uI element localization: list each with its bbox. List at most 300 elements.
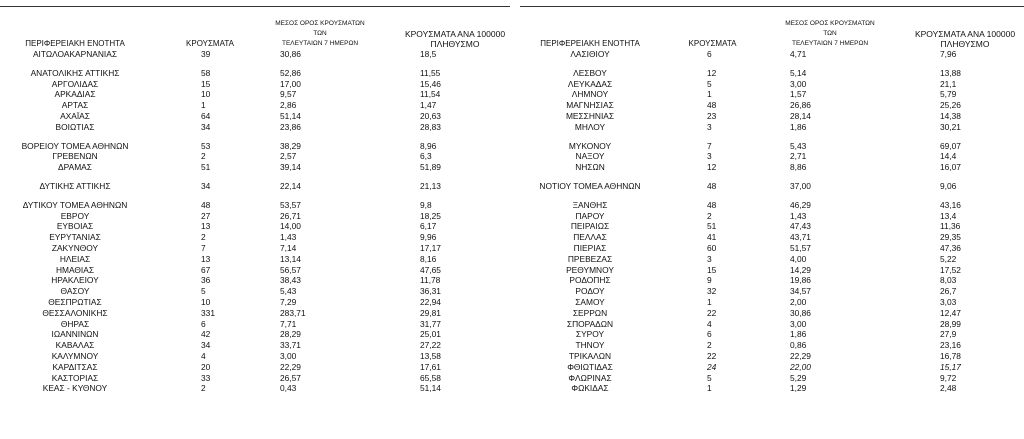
region-cell: ΛΕΥΚΑΔΑΣ	[567, 78, 613, 89]
per-100000-cell: 9,8	[420, 199, 432, 210]
table-row	[0, 211, 510, 222]
avg-cell: 28,14	[790, 110, 811, 121]
region-cell: ΑΡΓΟΛΙΔΑΣ	[51, 78, 99, 89]
region-cell: ΣΑΜΟΥ	[575, 296, 605, 307]
table-row	[0, 141, 510, 152]
spacer-row	[520, 60, 1024, 68]
cases-cell: 41	[707, 232, 717, 243]
region-cell: ΠΑΡΟΥ	[575, 210, 605, 221]
table-row	[520, 243, 1024, 254]
avg-cell: 51,57	[790, 242, 811, 253]
avg-cell: 30,86	[280, 49, 301, 59]
per-100000-cell: 25,01	[420, 329, 441, 340]
cases-cell: 53	[201, 140, 211, 151]
region-cell: ΜΥΚΟΝΟΥ	[568, 140, 612, 151]
avg-cell: 1,43	[280, 232, 297, 243]
table-row	[520, 373, 1024, 384]
cases-cell: 27	[201, 210, 211, 221]
avg-cell: 5,29	[790, 372, 807, 383]
avg-cell: 4,71	[790, 49, 807, 59]
avg-cell: 17,00	[280, 78, 301, 89]
avg-cell: 0,86	[790, 340, 807, 351]
table-row	[520, 89, 1024, 100]
table-row	[520, 211, 1024, 222]
region-cell: ΑΡΤΑΣ	[61, 100, 89, 111]
per-100000-cell: 51,14	[420, 383, 441, 394]
cases-cell: 10	[201, 89, 211, 100]
avg-cell: 28,29	[280, 329, 301, 340]
table-row	[520, 275, 1024, 286]
region-cell: ΠΕΛΛΑΣ	[573, 232, 607, 243]
region-cell: ΘΑΣΟΥ	[60, 286, 90, 297]
per-100000-cell: 8,96	[420, 140, 437, 151]
header-avg-7-days	[270, 19, 370, 49]
region-cell: ΠΡΕΒΕΖΑΣ	[567, 253, 613, 264]
right-table-header	[520, 6, 1024, 49]
spacer-row	[0, 192, 510, 200]
per-100000-cell: 28,83	[420, 121, 441, 132]
cases-cell: 15	[201, 78, 211, 89]
cases-cell: 7	[707, 140, 712, 151]
header-region: ΠΕΡΙΦΕΡΕΙΑΚΗ ΕΝΟΤΗΤΑ	[540, 39, 640, 48]
cases-cell: 51	[201, 162, 211, 173]
region-cell: ΛΕΣΒΟΥ	[573, 67, 607, 78]
per-100000-cell: 14,4	[940, 151, 957, 162]
cases-cell: 58	[201, 67, 211, 78]
table-row	[520, 329, 1024, 340]
per-100000-cell: 9,72	[940, 372, 957, 383]
region-cell: ΡΟΔΟΠΗΣ	[569, 275, 611, 286]
region-cell: ΕΥΒΟΙΑΣ	[56, 221, 94, 232]
table-row	[0, 221, 510, 232]
header-avg-line1: ΜΕΣΟΣ ΟΡΟΣ ΚΡΟΥΣΜΑΤΩΝ ΤΩΝ	[785, 20, 875, 37]
table-row	[520, 265, 1024, 276]
per-100000-cell: 36,31	[420, 286, 441, 297]
table-row	[0, 89, 510, 100]
table-row	[0, 275, 510, 286]
avg-cell: 14,29	[790, 264, 811, 275]
region-cell: ΜΗΛΟΥ	[574, 121, 606, 132]
left-table	[0, 6, 510, 394]
per-100000-cell: 15,17	[940, 361, 961, 372]
per-100000-cell: 11,55	[420, 67, 441, 78]
per-100000-cell: 51,89	[420, 162, 441, 173]
cases-cell: 6	[201, 318, 206, 329]
region-cell: ΡΟΔΟΥ	[575, 286, 605, 297]
table-row	[520, 319, 1024, 330]
cases-cell: 3	[707, 121, 712, 132]
avg-cell: 33,71	[280, 340, 301, 351]
table-row	[520, 111, 1024, 122]
per-100000-cell: 3,03	[940, 296, 957, 307]
cases-cell: 4	[201, 350, 206, 361]
per-100000-cell: 20,63	[420, 110, 441, 121]
cases-cell: 12	[707, 162, 717, 173]
per-100000-cell: 2,48	[940, 383, 957, 394]
per-100000-cell: 17,52	[940, 264, 961, 275]
table-row	[520, 232, 1024, 243]
per-100000-cell: 13,88	[940, 67, 961, 78]
cases-cell: 42	[201, 329, 211, 340]
per-100000-cell: 6,17	[420, 221, 437, 232]
cases-cell: 34	[201, 180, 211, 191]
avg-cell: 22,29	[280, 361, 301, 372]
region-cell: ΑΙΤΩΛΟΑΚΑΡΝΑΝΙΑΣ	[32, 49, 118, 59]
per-100000-cell: 43,16	[940, 199, 961, 210]
per-100000-cell: 9,06	[940, 180, 957, 191]
table-row	[520, 151, 1024, 162]
cases-cell: 4	[707, 318, 712, 329]
region-cell: ΞΑΝΘΗΣ	[572, 199, 608, 210]
cases-cell: 331	[201, 307, 215, 318]
spacer-row	[0, 60, 510, 68]
header-avg-line2: ΤΕΛΕΥΤΑΙΩΝ 7 ΗΜΕΡΩΝ	[791, 40, 869, 47]
region-cell: ΚΑΡΔΙΤΣΑΣ	[52, 361, 98, 372]
table-row	[0, 181, 510, 192]
avg-cell: 2,71	[790, 151, 807, 162]
per-100000-cell: 47,36	[940, 242, 961, 253]
region-cell: ΝΑΞΟΥ	[575, 151, 605, 162]
avg-cell: 22,00	[790, 361, 811, 372]
region-cell: ΝΟΤΙΟΥ ΤΟΜΕΑ ΑΘΗΝΩΝ	[539, 180, 641, 191]
region-cell: ΒΟΙΩΤΙΑΣ	[55, 121, 95, 132]
region-cell: ΑΡΚΑΔΙΑΣ	[54, 89, 96, 100]
cases-cell: 34	[201, 121, 211, 132]
cases-cell: 1	[707, 383, 712, 394]
spacer-row	[520, 192, 1024, 200]
avg-cell: 26,71	[280, 210, 301, 221]
cases-cell: 9	[707, 275, 712, 286]
cases-cell: 22	[707, 350, 717, 361]
avg-cell: 52,86	[280, 67, 301, 78]
table-row	[0, 351, 510, 362]
region-cell: ΑΧΑΪΑΣ	[60, 110, 90, 121]
per-100000-cell: 28,99	[940, 318, 961, 329]
region-cell: ΚΑΣΤΟΡΙΑΣ	[51, 372, 99, 383]
table-row	[520, 254, 1024, 265]
spacer-row	[0, 133, 510, 141]
per-100000-cell: 21,1	[940, 78, 957, 89]
per-100000-cell: 11,54	[420, 89, 441, 100]
cases-cell: 39	[201, 49, 211, 59]
table-row	[520, 141, 1024, 152]
avg-cell: 53,57	[280, 199, 301, 210]
cases-cell: 60	[707, 242, 717, 253]
cases-cell: 6	[707, 49, 712, 59]
header-per-line1: ΚΡΟΥΣΜΑΤΑ ΑΝΑ 100000	[914, 29, 1016, 39]
table-row	[0, 162, 510, 173]
table-row	[0, 254, 510, 265]
header-per-line2: ΠΛΗΘΥΣΜΟ	[940, 39, 990, 49]
per-100000-cell: 9,96	[420, 232, 437, 243]
table-row	[0, 373, 510, 384]
avg-cell: 3,00	[790, 318, 807, 329]
right-table	[520, 6, 1024, 394]
per-100000-cell: 29,81	[420, 307, 441, 318]
avg-cell: 3,00	[280, 350, 297, 361]
right-table-rows	[520, 49, 1024, 394]
table-row	[0, 122, 510, 133]
cases-cell: 20	[201, 361, 211, 372]
table-row	[520, 221, 1024, 232]
table-row	[520, 100, 1024, 111]
cases-cell: 10	[201, 296, 211, 307]
region-cell: ΝΗΣΩΝ	[575, 162, 605, 173]
region-cell: ΔΥΤΙΚΗΣ ΑΤΤΙΚΗΣ	[39, 180, 111, 191]
region-cell: ΑΝΑΤΟΛΙΚΗΣ ΑΤΤΙΚΗΣ	[30, 67, 120, 78]
region-cell: ΣΠΟΡΑΔΩΝ	[566, 318, 614, 329]
avg-cell: 1,86	[790, 121, 807, 132]
avg-cell: 38,29	[280, 140, 301, 151]
table-row	[0, 265, 510, 276]
per-100000-cell: 69,07	[940, 140, 961, 151]
avg-cell: 37,00	[790, 180, 811, 191]
cases-cell: 22	[707, 307, 717, 318]
cases-cell: 1	[707, 296, 712, 307]
avg-cell: 23,86	[280, 121, 301, 132]
cases-cell: 5	[201, 286, 206, 297]
avg-cell: 2,86	[280, 100, 297, 111]
avg-cell: 4,00	[790, 253, 807, 264]
cases-cell: 36	[201, 275, 211, 286]
per-100000-cell: 1,47	[420, 100, 437, 111]
region-cell: ΒΟΡΕΙΟΥ ΤΟΜΕΑ ΑΘΗΝΩΝ	[21, 140, 129, 151]
per-100000-cell: 18,25	[420, 210, 441, 221]
avg-cell: 1,43	[790, 210, 807, 221]
cases-cell: 5	[707, 78, 712, 89]
per-100000-cell: 16,07	[940, 162, 961, 173]
region-cell: ΔΡΑΜΑΣ	[58, 162, 92, 173]
region-cell: ΕΒΡΟΥ	[60, 210, 90, 221]
per-100000-cell: 21,13	[420, 180, 441, 191]
table-row	[520, 122, 1024, 133]
avg-cell: 1,86	[790, 329, 807, 340]
avg-cell: 2,57	[280, 151, 297, 162]
per-100000-cell: 29,35	[940, 232, 961, 243]
avg-cell: 26,57	[280, 372, 301, 383]
header-per-line2: ΠΛΗΘΥΣΜΟ	[430, 39, 480, 49]
header-cases: ΚΡΟΥΣΜΑΤΑ	[186, 39, 234, 48]
per-100000-cell: 13,58	[420, 350, 441, 361]
avg-cell: 3,00	[790, 78, 807, 89]
avg-cell: 39,14	[280, 162, 301, 173]
avg-cell: 46,29	[790, 199, 811, 210]
cases-cell: 51	[707, 221, 717, 232]
cases-cell: 24	[707, 361, 717, 372]
spacer-row	[520, 173, 1024, 181]
per-100000-cell: 11,36	[940, 221, 961, 232]
cases-cell: 48	[201, 199, 211, 210]
header-avg-line1: ΜΕΣΟΣ ΟΡΟΣ ΚΡΟΥΣΜΑΤΩΝ ΤΩΝ	[275, 20, 365, 37]
region-cell: ΓΡΕΒΕΝΩΝ	[52, 151, 98, 162]
per-100000-cell: 47,65	[420, 264, 441, 275]
cases-cell: 1	[707, 89, 712, 100]
cases-cell: 1	[201, 100, 206, 111]
cases-cell: 48	[707, 199, 717, 210]
header-cases: ΚΡΟΥΣΜΑΤΑ	[688, 39, 737, 48]
cases-cell: 5	[707, 372, 712, 383]
table-row	[520, 362, 1024, 373]
table-row	[520, 308, 1024, 319]
avg-cell: 14,00	[280, 221, 301, 232]
header-avg-line2: ΤΕΛΕΥΤΑΙΩΝ 7 ΗΜΕΡΩΝ	[281, 40, 359, 47]
avg-cell: 2,00	[790, 296, 807, 307]
per-100000-cell: 31,77	[420, 318, 441, 329]
table-row	[0, 329, 510, 340]
avg-cell: 5,43	[790, 140, 807, 151]
per-100000-cell: 11,78	[420, 275, 441, 286]
per-100000-cell: 14,38	[940, 110, 961, 121]
table-row	[520, 79, 1024, 90]
table-row	[0, 243, 510, 254]
region-cell: ΛΗΜΝΟΥ	[571, 89, 609, 100]
table-row	[0, 362, 510, 373]
cases-cell: 33	[201, 372, 211, 383]
region-cell: ΣΕΡΡΩΝ	[572, 307, 608, 318]
per-100000-cell: 26,7	[940, 286, 957, 297]
avg-cell: 19,86	[790, 275, 811, 286]
table-row	[520, 181, 1024, 192]
avg-cell: 5,43	[280, 286, 297, 297]
avg-cell: 56,57	[280, 264, 301, 275]
cases-cell: 2	[707, 210, 712, 221]
region-cell: ΛΑΣΙΘΙΟΥ	[570, 49, 610, 59]
region-cell: ΦΩΚΙΔΑΣ	[571, 383, 609, 394]
per-100000-cell: 6,3	[420, 151, 432, 162]
table-row	[0, 383, 510, 394]
per-100000-cell: 16,78	[940, 350, 961, 361]
cases-cell: 67	[201, 264, 211, 275]
region-cell: ΖΑΚΥΝΘΟΥ	[51, 242, 99, 253]
avg-cell: 34,57	[790, 286, 811, 297]
region-cell: ΡΕΘΥΜΝΟΥ	[566, 264, 614, 275]
cases-cell: 2	[201, 383, 206, 394]
cases-cell: 2	[707, 340, 712, 351]
per-100000-cell: 30,21	[940, 121, 961, 132]
table-row	[0, 340, 510, 351]
cases-cell: 48	[707, 180, 717, 191]
cases-cell: 3	[707, 253, 712, 264]
cases-cell: 3	[707, 151, 712, 162]
per-100000-cell: 27,22	[420, 340, 441, 351]
region-cell: ΜΑΓΝΗΣΙΑΣ	[566, 100, 614, 111]
per-100000-cell: 12,47	[940, 307, 961, 318]
per-100000-cell: 25,26	[940, 100, 961, 111]
region-cell: ΜΕΣΣΗΝΙΑΣ	[565, 110, 615, 121]
header-per-100000	[905, 29, 1024, 49]
avg-cell: 30,86	[790, 307, 811, 318]
cases-cell: 48	[707, 100, 717, 111]
avg-cell: 43,71	[790, 232, 811, 243]
avg-cell: 13,14	[280, 253, 301, 264]
table-row	[520, 162, 1024, 173]
left-table-rows	[0, 49, 510, 394]
avg-cell: 26,86	[790, 100, 811, 111]
per-100000-cell: 8,16	[420, 253, 437, 264]
table-row	[0, 200, 510, 211]
avg-cell: 8,86	[790, 162, 807, 173]
per-100000-cell: 65,58	[420, 372, 441, 383]
avg-cell: 7,14	[280, 242, 297, 253]
spacer-row	[0, 173, 510, 181]
table-row	[0, 286, 510, 297]
per-100000-cell: 23,16	[940, 340, 961, 351]
cases-cell: 64	[201, 110, 211, 121]
avg-cell: 22,14	[280, 180, 301, 191]
avg-cell: 51,14	[280, 110, 301, 121]
region-cell: ΦΛΩΡΙΝΑΣ	[568, 372, 612, 383]
cases-cell: 32	[707, 286, 717, 297]
per-100000-cell: 13,4	[940, 210, 957, 221]
region-cell: ΚΑΛΥΜΝΟΥ	[51, 350, 99, 361]
per-100000-cell: 17,61	[420, 361, 441, 372]
region-cell: ΣΥΡΟΥ	[575, 329, 605, 340]
table-row	[0, 49, 510, 60]
cases-cell: 2	[201, 232, 206, 243]
region-cell: ΕΥΡΥΤΑΝΙΑΣ	[49, 232, 101, 243]
table-row	[520, 286, 1024, 297]
avg-cell: 1,57	[790, 89, 807, 100]
per-100000-cell: 8,03	[940, 275, 957, 286]
avg-cell: 1,29	[790, 383, 807, 394]
per-100000-cell: 7,96	[940, 49, 957, 59]
table-row	[520, 340, 1024, 351]
cases-cell: 2	[201, 151, 206, 162]
left-table-header	[0, 6, 510, 49]
cases-cell: 13	[201, 221, 211, 232]
cases-cell: 23	[707, 110, 717, 121]
table-row	[520, 351, 1024, 362]
table-row	[0, 308, 510, 319]
region-cell: ΤΡΙΚΑΛΩΝ	[568, 350, 612, 361]
cases-cell: 6	[707, 329, 712, 340]
avg-cell: 283,71	[280, 307, 306, 318]
table-row	[520, 297, 1024, 308]
avg-cell: 9,57	[280, 89, 297, 100]
per-100000-cell: 27,9	[940, 329, 957, 340]
avg-cell: 7,29	[280, 296, 297, 307]
header-avg-7-days	[780, 19, 880, 49]
region-cell: ΚΕΑΣ - ΚΥΘΝΟΥ	[42, 383, 108, 394]
region-cell: ΤΗΝΟΥ	[575, 340, 605, 351]
region-cell: ΘΗΡΑΣ	[60, 318, 90, 329]
per-100000-cell: 22,94	[420, 296, 441, 307]
per-100000-cell: 5,79	[940, 89, 957, 100]
header-per-100000	[400, 29, 510, 49]
region-cell: ΦΘΙΩΤΙΔΑΣ	[567, 361, 613, 372]
table-row	[520, 383, 1024, 394]
region-cell: ΙΩΑΝΝΙΝΩΝ	[51, 329, 99, 340]
table-row	[0, 319, 510, 330]
table-row	[520, 68, 1024, 79]
per-100000-cell: 17,17	[420, 242, 441, 253]
table-row	[0, 79, 510, 90]
region-cell: ΚΑΒΑΛΑΣ	[55, 340, 95, 351]
cases-cell: 13	[201, 253, 211, 264]
per-100000-cell: 5,22	[940, 253, 957, 264]
avg-cell: 0,43	[280, 383, 297, 394]
table-row	[0, 151, 510, 162]
table-row	[0, 68, 510, 79]
region-cell: ΘΕΣΣΑΛΟΝΙΚΗΣ	[42, 307, 108, 318]
region-cell: ΔΥΤΙΚΟΥ ΤΟΜΕΑ ΑΘΗΝΩΝ	[22, 199, 128, 210]
region-cell: ΠΕΙΡΑΙΩΣ	[570, 221, 610, 232]
table-row	[0, 100, 510, 111]
region-cell: ΗΛΕΙΑΣ	[59, 253, 91, 264]
per-100000-cell: 15,46	[420, 78, 441, 89]
table-row	[0, 111, 510, 122]
table-row	[0, 297, 510, 308]
